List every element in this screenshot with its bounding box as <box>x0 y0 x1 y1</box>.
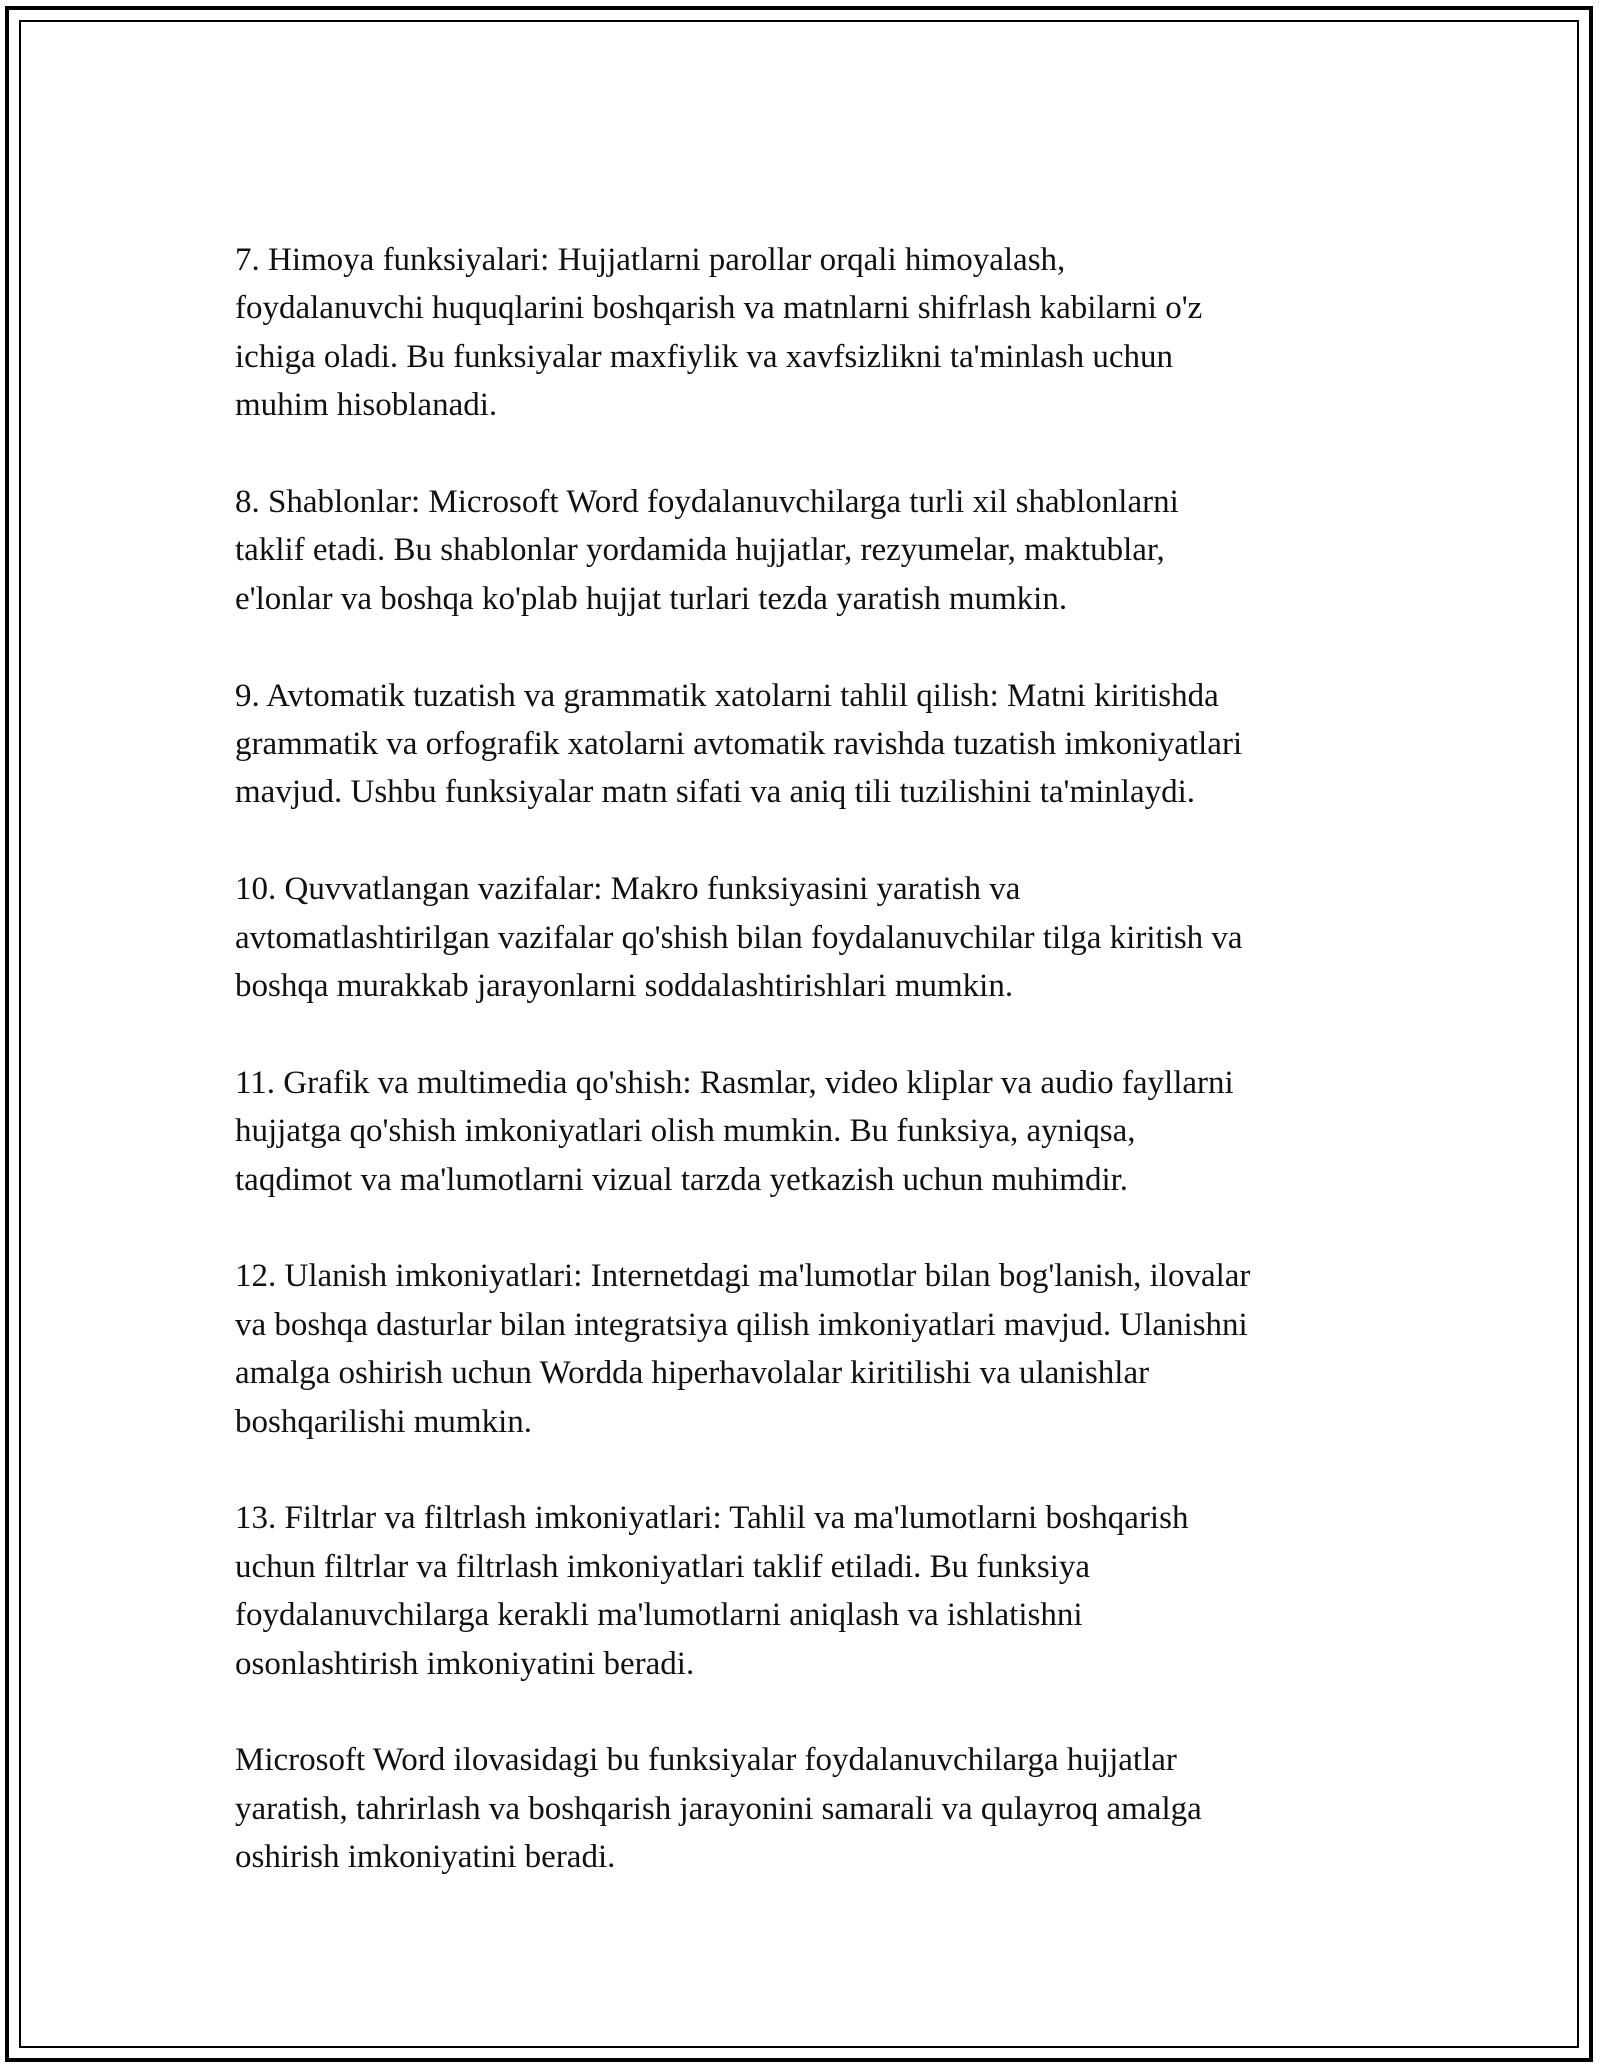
paragraph-item-10-quvvatlangan-vazifalar: 10. Quvvatlangan vazifalar: Makro funksiyasini yaratish va avtomatlashtirilgan vazifalar qo'shish bilan foydalanuvchilar tilga kiritish va boshqa murakkab jarayonlarni soddalashtirishlari mumkin. <box>235 871 1243 1005</box>
paragraph-item-11-grafik-multimedia: 11. Grafik va multimedia qo'shish: Rasmlar, video kliplar va audio fayllarni hujjatga qo'shish imkoniyatlari olish mumkin. Bu funksiya, ayniqsa, taqdimot va ma'lumotlarni vizual tarzda yetkazish uchun muhimdir. <box>235 1064 1234 1198</box>
paragraph-item-9-avtomatik-tuzatish: 9. Avtomatik tuzatish va grammatik xatolarni tahlil qilish: Matni kiritishda grammatik va orfografik xatolarni avtomatik ravishda tuzatish imkoniyatlari mavjud. Ushbu funksiyalar matn sifati va aniq tili tuzilishini ta'minlaydi. <box>235 677 1243 811</box>
paragraph-item-13-filtrlar: 13. Filtrlar va filtrlash imkoniyatlari: Tahlil va ma'lumotlarni boshqarish uchun filtrlar va filtrlash imkoniyatlari taklif etiladi. Bu funksiya foydalanuvchilarga kerakli ma'lumotlarni aniqlash va ishlatishni osonlashtirish imkoniyatini beradi. <box>235 1500 1189 1682</box>
document-body <box>235 236 1375 1882</box>
paragraph-conclusion: Microsoft Word ilovasidagi bu funksiyalar foydalanuvchilarga hujjatlar yaratish, tahrirlash va boshqarish jarayonini samarali va qulayroq amalga oshirish imkoniyatini beradi. <box>235 1742 1202 1876</box>
paragraph-item-12-ulanish: 12. Ulanish imkoniyatlari: Internetdagi ma'lumotlar bilan bog'lanish, ilovalar va boshqa dasturlar bilan integratsiya qilish imkoniyatlari mavjud. Ulanishni amalga oshirish uchun Wordda hiperhavolalar kiritilishi va ulanishlar boshqarilishi mumkin. <box>235 1258 1251 1440</box>
paragraph-item-8-shablonlar: 8. Shablonlar: Microsoft Word foydalanuvchilarga turli xil shablonlarni taklif etadi. Bu shablonlar yordamida hujjatlar, rezyumelar, maktublar, e'lonlar va boshqa ko'plab hujjat turlari tezda yaratish mumkin. <box>235 484 1179 617</box>
paragraph-item-7-himoya: 7. Himoya funksiyalari: Hujjatlarni parollar orqali himoyalash, foydalanuvchi huquqlarini boshqarish va matnlarni shifrlash kabilarni o'z ichiga oladi. Bu funksiyalar maxfiylik va xavfsizlikni ta'minlash uchun muhim hisoblanadi. <box>235 242 1203 424</box>
